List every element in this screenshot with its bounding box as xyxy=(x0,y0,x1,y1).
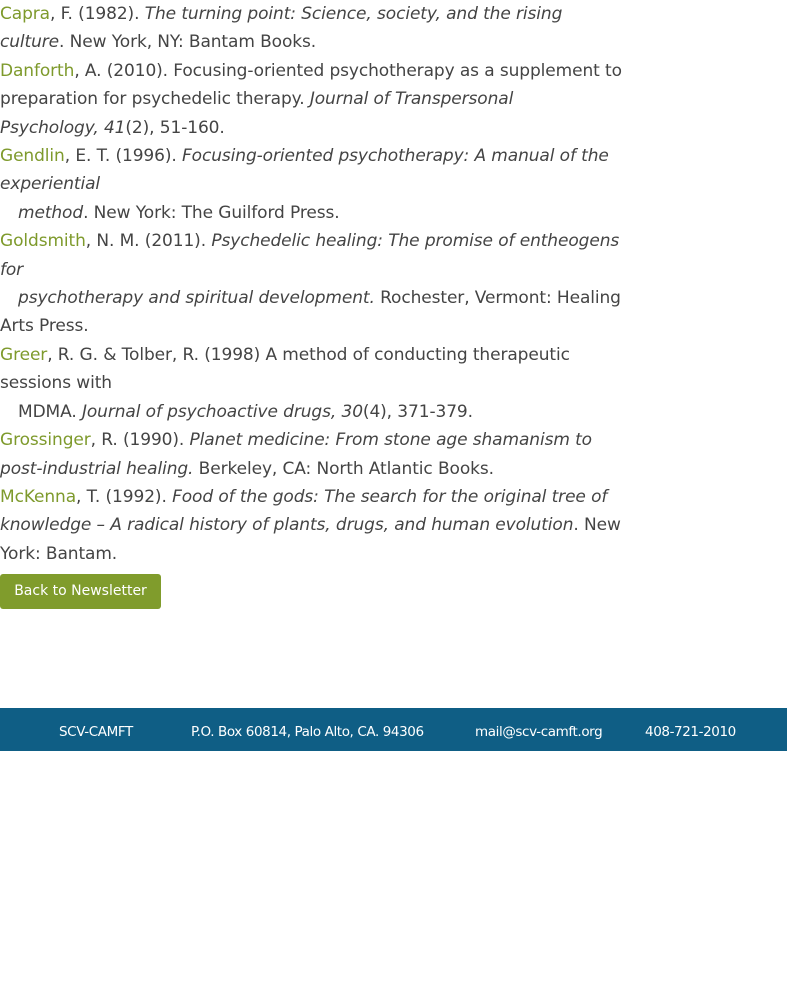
reference-capra: Capra, F. (1982). The turning point: Science, society, and the rising culture. New York, NY: Bantam Books. xyxy=(0,4,563,53)
reference-goldsmith: Goldsmith, N. M. (2011). Psychedelic healing: The promise of entheogens for psychotherapy and spiritual development. Rochester, Vermont: Healing Arts Press. xyxy=(0,231,621,337)
author-link-gendlin[interactable]: Gendlin xyxy=(0,146,65,167)
footer-phone-link[interactable]: 408-721-2010 xyxy=(645,724,736,740)
footer-address: P.O. Box 60814, Palo Alto, CA. 94306 xyxy=(191,724,424,740)
site-footer xyxy=(0,708,787,751)
footer-org-name: SCV-CAMFT xyxy=(59,724,133,740)
footer-email-link[interactable]: mail@scv-camft.org xyxy=(475,724,603,740)
references-list xyxy=(0,0,625,568)
reference-grossinger: Grossinger, R. (1990). Planet medicine: From stone age shamanism to post-industrial healing. Berkeley, CA: North Atlantic Books. xyxy=(0,430,592,479)
author-link-danforth[interactable]: Danforth xyxy=(0,60,75,81)
reference-greer: Greer, R. G. & Tolber, R. (1998) A method of conducting therapeutic sessions with MDMA. Journal of psychoactive drugs, 30(4), 371-379. xyxy=(0,344,570,422)
back-to-newsletter-button[interactable]: Back to Newsletter xyxy=(0,574,161,609)
reference-gendlin: Gendlin, E. T. (1996). Focusing-oriented psychotherapy: A manual of the experiential method. New York: The Guilford Press. xyxy=(0,146,609,223)
author-link-mckenna[interactable]: McKenna xyxy=(0,486,77,507)
author-link-grossinger[interactable]: Grossinger xyxy=(0,430,91,451)
author-link-greer[interactable]: Greer xyxy=(0,344,48,365)
author-link-capra[interactable]: Capra xyxy=(0,4,50,24)
reference-mckenna: McKenna, T. (1992). Food of the gods: The search for the original tree of knowledge – A radical history of plants, drugs, and human evolution. New York: Bantam. xyxy=(0,486,621,564)
author-link-goldsmith[interactable]: Goldsmith xyxy=(0,231,86,252)
reference-danforth: Danforth, A. (2010). Focusing-oriented psychotherapy as a supplement to preparation for psychedelic therapy. Journal of Transpersonal Psychology, 41(2), 51-160. xyxy=(0,60,622,138)
